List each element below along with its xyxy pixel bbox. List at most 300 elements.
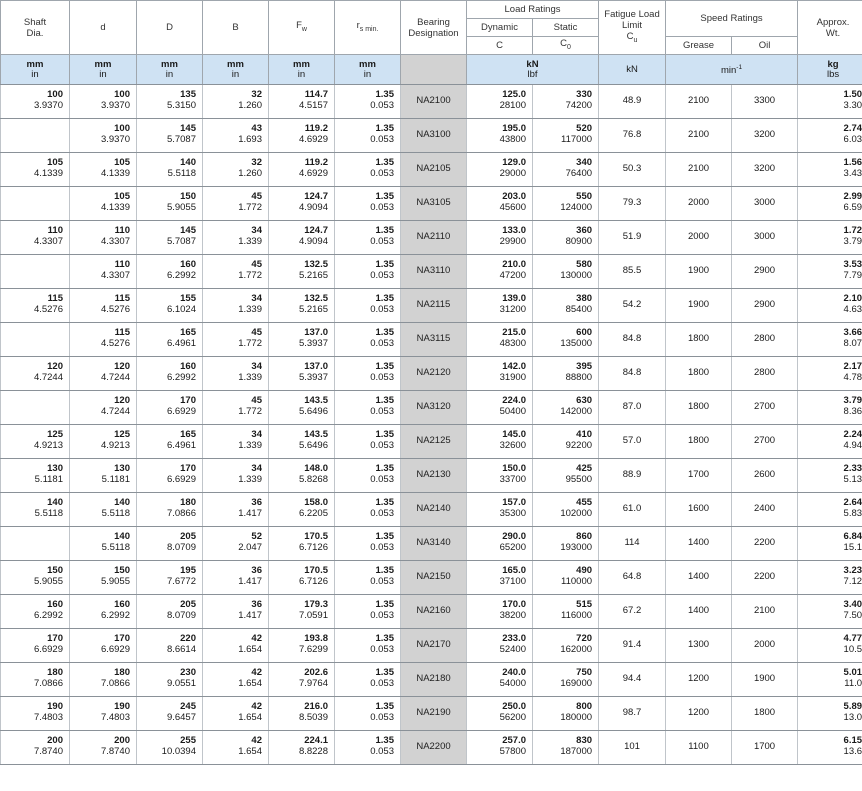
- cell-designation: NA3120: [401, 391, 467, 425]
- unit-in: in: [31, 68, 39, 80]
- table-row: [1, 697, 862, 731]
- cell-weight: [798, 595, 862, 629]
- cell-dynamic: [467, 731, 533, 765]
- D-in: 5.7087: [166, 133, 196, 145]
- c-lbf: 29000: [499, 167, 526, 179]
- rs-mm: 1.35: [375, 565, 394, 576]
- unit-mm: mm: [26, 58, 44, 70]
- fw-mm: 124.7: [304, 225, 328, 236]
- c-kn: 240.0: [502, 667, 526, 678]
- cell-d: [70, 561, 137, 595]
- cell-designation: NA3140: [401, 527, 467, 561]
- cell-fatigue: 57.0: [599, 425, 666, 459]
- B-in: 1.654: [238, 643, 262, 655]
- unit-mm: mm: [293, 58, 310, 70]
- fw-in: 8.8228: [298, 745, 328, 757]
- fw-in: 4.6929: [298, 167, 328, 179]
- cell-static: [533, 697, 599, 731]
- cell-rs: [335, 289, 401, 323]
- col-header-fw: [269, 1, 335, 55]
- d-in: 5.5118: [101, 541, 130, 553]
- B-mm: 45: [251, 259, 262, 270]
- d-mm: 140: [114, 531, 130, 542]
- D-in: 5.3150: [166, 99, 196, 111]
- c0-lbf: 187000: [560, 745, 593, 757]
- cell-B: [203, 323, 269, 357]
- wt-kg: 2.17: [843, 361, 862, 372]
- cell-D: [137, 85, 203, 119]
- cell-dynamic: [467, 153, 533, 187]
- shaft-in: 5.1181: [34, 473, 63, 485]
- c0-kn: 600: [576, 327, 593, 338]
- cell-fatigue: 94.4: [599, 663, 666, 697]
- cell-rs: [335, 85, 401, 119]
- cell-d: [70, 663, 137, 697]
- d-mm: 110: [114, 259, 130, 270]
- cell-designation: NA3110: [401, 255, 467, 289]
- B-in: 1.339: [238, 439, 262, 451]
- c0-kn: 380: [576, 293, 593, 304]
- cell-rs: [335, 221, 401, 255]
- c-kn: 157.0: [502, 497, 526, 508]
- shaft-mm: 180: [47, 667, 63, 678]
- wt-lbs: 6.03: [843, 133, 862, 145]
- cell-fatigue: 101: [599, 731, 666, 765]
- cell-grease: 1300: [666, 629, 732, 663]
- fw-sub: w: [301, 25, 307, 33]
- cell-designation: NA3100: [401, 119, 467, 153]
- col-header-speed: Speed Ratings: [666, 1, 798, 37]
- B-mm: 34: [251, 463, 262, 474]
- unit-designation: [401, 55, 467, 85]
- fw-mm: 193.8: [304, 633, 328, 644]
- rs-in: 0.053: [370, 371, 394, 383]
- cell-static: [533, 255, 599, 289]
- rs-in: 0.053: [370, 337, 394, 349]
- table-row: [1, 527, 862, 561]
- cell-fw: [269, 731, 335, 765]
- table-row: [1, 221, 862, 255]
- rs-mm: 1.35: [375, 497, 394, 508]
- col-header-c0: [533, 37, 599, 55]
- table-row: [1, 493, 862, 527]
- cell-d: [70, 731, 137, 765]
- cell-designation: NA2105: [401, 153, 467, 187]
- cell-grease: 1800: [666, 357, 732, 391]
- cell-oil: 1700: [732, 731, 798, 765]
- cell-fw: [269, 493, 335, 527]
- unit-fw: [269, 55, 335, 85]
- c0-lbf: 180000: [560, 711, 593, 723]
- cell-static: [533, 493, 599, 527]
- cell-weight: [798, 663, 862, 697]
- c0-kn: 425: [576, 463, 593, 474]
- cell-fw: [269, 425, 335, 459]
- col-header-weight: Approx. Wt.: [798, 1, 862, 55]
- fw-in: 4.9094: [298, 235, 328, 247]
- shaft-mm: 100: [47, 89, 63, 100]
- cell-D: [137, 459, 203, 493]
- col-header-D: D: [137, 1, 203, 55]
- cell-D: [137, 187, 203, 221]
- c0-kn: 340: [576, 157, 593, 168]
- d-mm: 150: [114, 565, 130, 576]
- cell-dynamic: [467, 323, 533, 357]
- cell-dynamic: [467, 391, 533, 425]
- cell-dynamic: [467, 425, 533, 459]
- wt-kg: 3.40: [843, 599, 862, 610]
- D-mm: 145: [180, 225, 196, 236]
- d-in: 5.5118: [101, 507, 130, 519]
- D-in: 9.6457: [166, 711, 196, 723]
- cell-static: [533, 731, 599, 765]
- fw-in: 5.8268: [298, 473, 328, 485]
- d-in: 4.1339: [100, 167, 130, 179]
- fw-mm: 143.5: [304, 395, 328, 406]
- fw-in: 6.7126: [298, 575, 328, 587]
- wt-kg: 3.53: [843, 259, 862, 270]
- B-mm: 34: [251, 225, 262, 236]
- B-in: 1.260: [238, 99, 262, 111]
- cell-rs: [335, 119, 401, 153]
- rs-in: 0.053: [370, 439, 394, 451]
- c-lbf: 31200: [499, 303, 526, 315]
- D-in: 8.0709: [166, 609, 196, 621]
- d-in: 7.8740: [100, 745, 130, 757]
- col-header-static: Static: [533, 19, 599, 37]
- cell-fatigue: 85.5: [599, 255, 666, 289]
- B-mm: 34: [251, 293, 262, 304]
- B-mm: 42: [251, 735, 262, 746]
- cell-designation: NA2115: [401, 289, 467, 323]
- cell-fw: [269, 561, 335, 595]
- wt-lbs: 15.1: [843, 541, 862, 553]
- rs-in: 0.053: [370, 541, 394, 553]
- D-mm: 180: [180, 497, 196, 508]
- wt-lbs: 10.5: [843, 643, 862, 655]
- fatigue-label: Fatigue Load Limit: [604, 9, 660, 32]
- cell-B: [203, 425, 269, 459]
- cell-fw: [269, 629, 335, 663]
- B-mm: 52: [251, 531, 262, 542]
- c-kn: 165.0: [502, 565, 526, 576]
- shaft-in: 7.4803: [33, 711, 63, 723]
- B-mm: 34: [251, 429, 262, 440]
- cell-D: [137, 391, 203, 425]
- D-in: 6.4961: [166, 439, 196, 451]
- D-in: 9.0551: [166, 677, 196, 689]
- cell-D: [137, 595, 203, 629]
- cell-static: [533, 663, 599, 697]
- c0-lbf: 162000: [560, 643, 593, 655]
- cell-d: [70, 629, 137, 663]
- rs-in: 0.053: [370, 235, 394, 247]
- rs-mm: 1.35: [375, 259, 394, 270]
- fw-mm: 137.0: [304, 361, 328, 372]
- B-mm: 45: [251, 327, 262, 338]
- cell-dynamic: [467, 493, 533, 527]
- c0-sub: 0: [566, 43, 571, 51]
- D-mm: 255: [180, 735, 196, 746]
- B-mm: 42: [251, 667, 262, 678]
- cell-designation: NA2200: [401, 731, 467, 765]
- table-row: [1, 119, 862, 153]
- D-mm: 205: [180, 531, 196, 542]
- d-in: 7.4803: [100, 711, 130, 723]
- table-row: [1, 595, 862, 629]
- table-row: [1, 731, 862, 765]
- c0-lbf: 74200: [565, 99, 593, 111]
- cell-B: [203, 187, 269, 221]
- B-mm: 42: [251, 633, 262, 644]
- cell-designation: NA2130: [401, 459, 467, 493]
- cell-shaft: [1, 527, 70, 561]
- shaft-mm: 160: [47, 599, 63, 610]
- cell-shaft: [1, 391, 70, 425]
- D-in: 6.1024: [166, 303, 196, 315]
- cell-shaft: [1, 221, 70, 255]
- c-kn: 145.0: [502, 429, 526, 440]
- wt-lbs: 3.79: [843, 235, 862, 247]
- d-mm: 160: [114, 599, 130, 610]
- d-mm: 200: [114, 735, 130, 746]
- cell-weight: [798, 425, 862, 459]
- cell-weight: [798, 731, 862, 765]
- wt-lbs: 4.94: [843, 439, 862, 451]
- wt-lbs: 5.13: [843, 473, 862, 485]
- D-in: 6.6929: [166, 473, 196, 485]
- cell-grease: 2000: [666, 187, 732, 221]
- c0-lbf: 130000: [560, 269, 593, 281]
- col-header-fatigue: [599, 1, 666, 55]
- wt-lbs: 3.30: [843, 99, 862, 111]
- c0-lbf: 142000: [560, 405, 593, 417]
- cell-shaft: [1, 425, 70, 459]
- cell-static: [533, 391, 599, 425]
- wt-kg: 2.10: [843, 293, 862, 304]
- cell-shaft: [1, 459, 70, 493]
- d-mm: 100: [114, 123, 130, 134]
- shaft-in: 4.3307: [33, 235, 63, 247]
- D-in: 7.0866: [166, 507, 196, 519]
- fw-in: 5.3937: [298, 371, 328, 383]
- shaft-mm: 200: [47, 735, 63, 746]
- cell-B: [203, 357, 269, 391]
- cell-dynamic: [467, 697, 533, 731]
- c-kn: 195.0: [502, 123, 526, 134]
- cell-shaft: [1, 323, 70, 357]
- d-in: 3.9370: [100, 133, 130, 145]
- cell-B: [203, 629, 269, 663]
- rs-in: 0.053: [370, 201, 394, 213]
- cell-grease: 2100: [666, 85, 732, 119]
- d-mm: 105: [114, 157, 130, 168]
- cell-weight: [798, 527, 862, 561]
- cell-fatigue: 98.7: [599, 697, 666, 731]
- c0-label: C: [560, 38, 567, 50]
- wt-lbs: 4.63: [843, 303, 862, 315]
- c-kn: 257.0: [502, 735, 526, 746]
- wt-lbs: 7.50: [843, 609, 862, 621]
- shaft-mm: 115: [47, 293, 63, 304]
- shaft-in: 6.2992: [33, 609, 63, 621]
- cell-dynamic: [467, 595, 533, 629]
- cell-grease: 2100: [666, 119, 732, 153]
- cell-oil: 2100: [732, 595, 798, 629]
- fw-in: 5.2165: [298, 303, 328, 315]
- cell-weight: [798, 561, 862, 595]
- B-in: 1.417: [238, 575, 262, 587]
- D-in: 10.0394: [161, 745, 196, 757]
- c0-kn: 395: [576, 361, 593, 372]
- c-kn: 142.0: [502, 361, 526, 372]
- wt-lbs: 7.79: [843, 269, 862, 281]
- rs-mm: 1.35: [375, 531, 394, 542]
- wt-lbs: 13.6: [843, 745, 862, 757]
- fw-in: 4.6929: [298, 133, 328, 145]
- cell-dynamic: [467, 255, 533, 289]
- cell-grease: 1600: [666, 493, 732, 527]
- unit-B: [203, 55, 269, 85]
- cell-weight: [798, 459, 862, 493]
- cell-designation: NA2180: [401, 663, 467, 697]
- c-lbf: 35300: [499, 507, 526, 519]
- fw-in: 4.5157: [298, 99, 328, 111]
- cell-rs: [335, 697, 401, 731]
- D-in: 6.2992: [166, 371, 196, 383]
- cell-D: [137, 493, 203, 527]
- rs-mm: 1.35: [375, 225, 394, 236]
- cell-oil: 2200: [732, 527, 798, 561]
- cell-D: [137, 119, 203, 153]
- fw-in: 8.5039: [298, 711, 328, 723]
- fw-in: 5.6496: [298, 405, 328, 417]
- d-mm: 125: [114, 429, 130, 440]
- unit-load: [467, 55, 599, 85]
- cell-rs: [335, 595, 401, 629]
- D-mm: 195: [180, 565, 196, 576]
- cell-oil: 2700: [732, 391, 798, 425]
- c-kn: 139.0: [502, 293, 526, 304]
- cell-dynamic: [467, 119, 533, 153]
- B-mm: 32: [251, 157, 262, 168]
- D-mm: 165: [180, 429, 196, 440]
- cell-fatigue: 87.0: [599, 391, 666, 425]
- table-row: [1, 289, 862, 323]
- shaft-in: 7.0866: [33, 677, 63, 689]
- cell-rs: [335, 255, 401, 289]
- c-lbf: 32600: [499, 439, 526, 451]
- cell-D: [137, 289, 203, 323]
- rs-in: 0.053: [370, 575, 394, 587]
- cell-oil: 2600: [732, 459, 798, 493]
- cell-designation: NA2160: [401, 595, 467, 629]
- cell-weight: [798, 357, 862, 391]
- rs-in: 0.053: [370, 167, 394, 179]
- shaft-in: 5.9055: [33, 575, 63, 587]
- D-mm: 140: [180, 157, 196, 168]
- unit-min: min: [720, 65, 737, 77]
- cell-d: [70, 119, 137, 153]
- cell-D: [137, 323, 203, 357]
- cell-B: [203, 731, 269, 765]
- unit-shaft: [1, 55, 70, 85]
- c-lbf: 33700: [499, 473, 526, 485]
- D-mm: 220: [180, 633, 196, 644]
- B-in: 1.260: [238, 167, 262, 179]
- c-kn: 133.0: [502, 225, 526, 236]
- cell-weight: [798, 289, 862, 323]
- d-mm: 115: [114, 293, 130, 304]
- B-in: 1.654: [238, 677, 262, 689]
- c0-kn: 860: [576, 531, 593, 542]
- unit-in: in: [231, 68, 240, 80]
- cell-weight: [798, 629, 862, 663]
- rs-label: r: [356, 20, 360, 32]
- cell-B: [203, 459, 269, 493]
- cell-static: [533, 425, 599, 459]
- fw-label: F: [296, 20, 302, 32]
- c-lbf: 29900: [499, 235, 526, 247]
- c0-lbf: 92200: [565, 439, 593, 451]
- rs-mm: 1.35: [375, 735, 394, 746]
- d-in: 5.9055: [100, 575, 130, 587]
- table-row: [1, 425, 862, 459]
- d-mm: 190: [114, 701, 130, 712]
- wt-kg: 1.56: [843, 157, 862, 168]
- cell-D: [137, 561, 203, 595]
- cell-D: [137, 663, 203, 697]
- c-lbf: 43800: [499, 133, 526, 145]
- wt-lbs: 8.36: [843, 405, 862, 417]
- shaft-in: 4.7244: [33, 371, 63, 383]
- rs-in: 0.053: [370, 711, 394, 723]
- d-mm: 105: [114, 191, 130, 202]
- cell-grease: 1900: [666, 255, 732, 289]
- table-row: [1, 663, 862, 697]
- shaft-mm: 120: [47, 361, 63, 372]
- fw-in: 5.2165: [298, 269, 328, 281]
- D-mm: 170: [180, 395, 196, 406]
- D-in: 6.2992: [166, 269, 196, 281]
- cell-grease: 2000: [666, 221, 732, 255]
- cell-B: [203, 493, 269, 527]
- c0-lbf: 117000: [561, 133, 593, 145]
- cell-designation: NA2140: [401, 493, 467, 527]
- cell-weight: [798, 187, 862, 221]
- fw-mm: 148.0: [304, 463, 328, 474]
- cell-grease: 1800: [666, 391, 732, 425]
- cell-shaft: [1, 629, 70, 663]
- col-header-shaft: Shaft Dia.: [1, 1, 70, 55]
- table-row: [1, 85, 862, 119]
- wt-kg: 2.64: [843, 497, 862, 508]
- cell-fatigue: 76.8: [599, 119, 666, 153]
- unit-kn: kN: [526, 58, 539, 70]
- rs-in: 0.053: [370, 507, 394, 519]
- cell-designation: NA3105: [401, 187, 467, 221]
- shaft-mm: 130: [47, 463, 63, 474]
- cell-fw: [269, 119, 335, 153]
- D-mm: 165: [180, 327, 196, 338]
- cell-D: [137, 425, 203, 459]
- c0-lbf: 76400: [565, 167, 593, 179]
- rs-mm: 1.35: [375, 463, 394, 474]
- cell-fatigue: 54.2: [599, 289, 666, 323]
- cell-B: [203, 289, 269, 323]
- D-in: 7.6772: [166, 575, 196, 587]
- fw-mm: 119.2: [304, 123, 328, 134]
